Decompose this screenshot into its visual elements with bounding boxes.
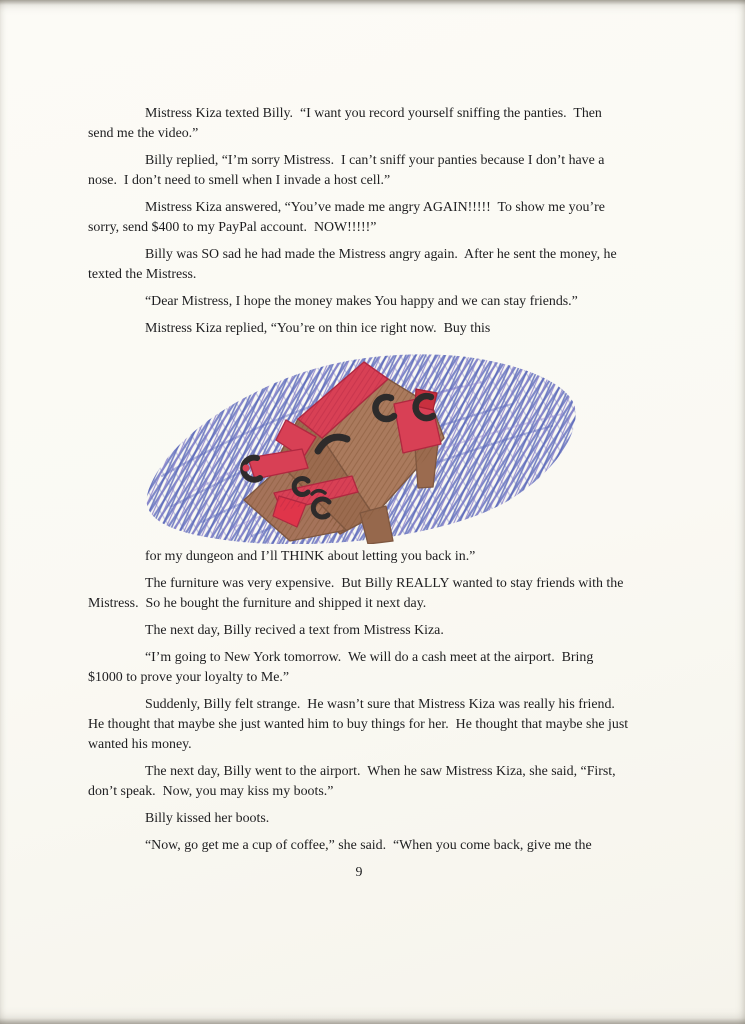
story-paragraph-13: Billy kissed her boots.	[145, 811, 270, 826]
story-paragraph-11: Suddenly, Billy felt strange. He wasn’t sure that Mistress Kiza was really his friend. He thought that maybe she just wanted him to buy things for her. He thought that maybe she just wanted his money.	[88, 697, 632, 752]
page-number: 9	[355, 865, 363, 880]
story-paragraph-10: “I’m going to New York tomorrow. We will do a cash meet at the airport. Bring $1000 to prove your loyalty to Me.”	[88, 650, 597, 685]
colored-pencil-drawing	[132, 346, 582, 544]
scan-edge-top	[0, 0, 745, 5]
dungeon-furniture-illustration	[132, 346, 582, 544]
story-paragraph-9: The next day, Billy recived a text from Mistress Kiza.	[145, 623, 444, 638]
scan-edge-bottom	[0, 1018, 745, 1024]
story-paragraph-5: “Dear Mistress, I hope the money makes You happy and we can stay friends.”	[145, 294, 578, 309]
story-text-block	[88, 104, 630, 890]
story-paragraph-14: “Now, go get me a cup of coffee,” she said. “When you come back, give me the	[145, 838, 592, 853]
story-paragraph-3: Mistress Kiza answered, “You’ve made me angry AGAIN!!!!! To show me you’re sorry, send $400 to my PayPal account. NOW!!!!!”	[88, 200, 609, 235]
story-paragraph-8: The furniture was very expensive. But Billy REALLY wanted to stay friends with the Mistress. So he bought the furniture and shipped it next day.	[88, 576, 627, 611]
story-paragraph-12: The next day, Billy went to the airport. When he saw Mistress Kiza, she said, “First, don’t speak. Now, you may kiss my boots.”	[88, 764, 620, 799]
story-paragraph-6: Mistress Kiza replied, “You’re on thin ice right now. Buy this	[145, 321, 491, 336]
story-paragraph-2: Billy replied, “I’m sorry Mistress. I can’t sniff your panties because I don’t have a nose. I don’t need to smell when I invade a host cell.”	[88, 153, 608, 188]
story-paragraph-1: Mistress Kiza texted Billy. “I want you record yourself sniffing the panties. Then send me the video.”	[88, 106, 606, 141]
story-paragraph-7: for my dungeon and I’ll THINK about letting you back in.”	[145, 549, 476, 564]
story-paragraph-4: Billy was SO sad he had made the Mistress angry again. After he sent the money, he texted the Mistress.	[88, 247, 621, 282]
